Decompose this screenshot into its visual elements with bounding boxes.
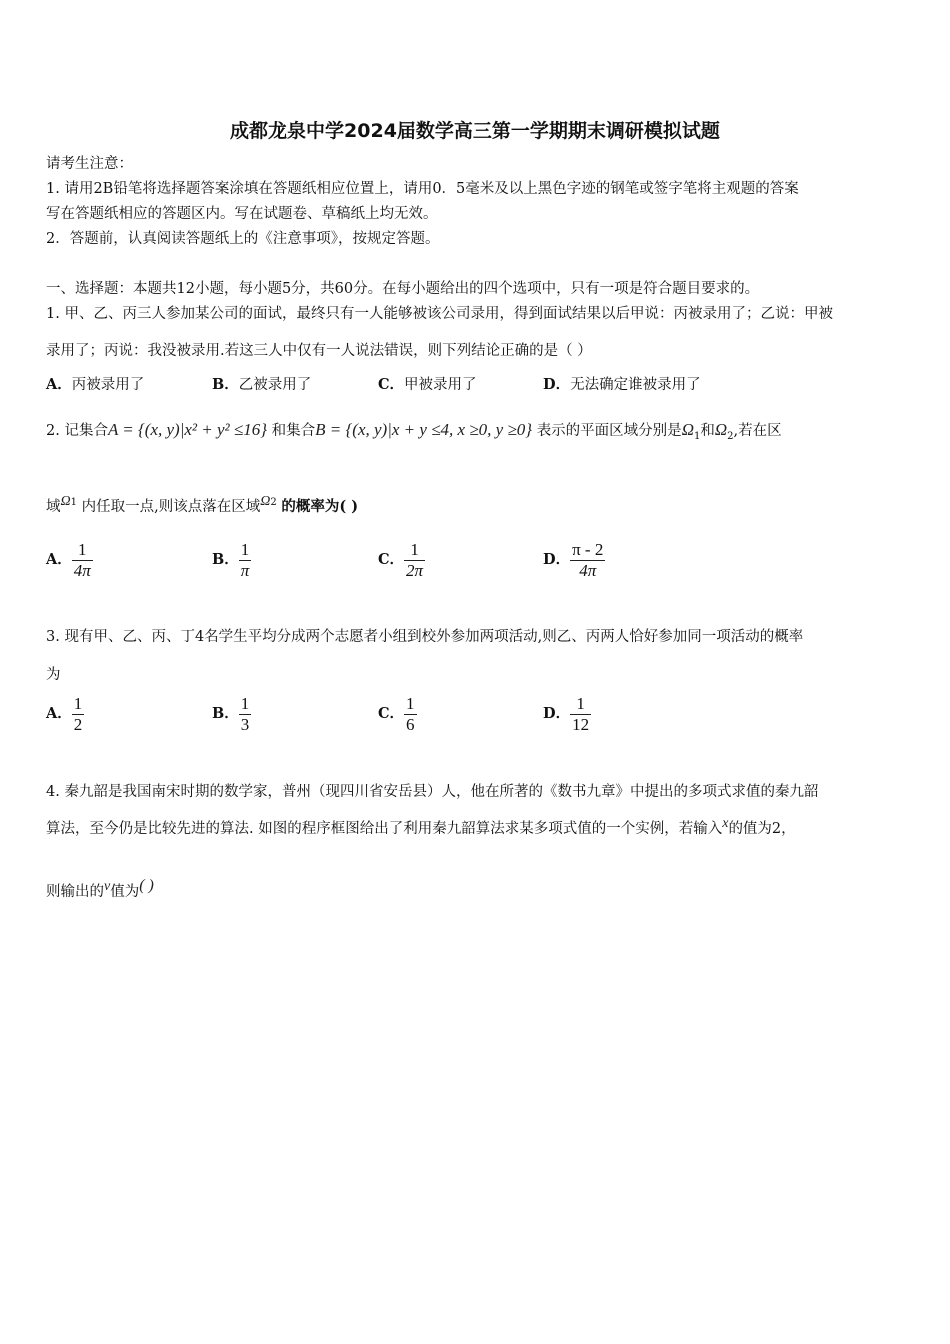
q2-line-1: 2. 记集合A = {(x, y)|x² + y² ≤16} 和集合B = {(x, y)|x + y ≤4, x ≥0, y ≥0} 表示的平面区域分别是$\Omega_1$和$\Omega_2$,若在区 bbox=[46, 420, 782, 442]
fraction: $\frac{1}{4\pi}$ bbox=[73, 540, 91, 580]
fraction: $\frac{1}{2\pi}$ bbox=[406, 540, 424, 580]
q3-option-a: A． $\frac{1}{2}$ bbox=[46, 694, 83, 734]
set-a-formula: A = {(x, y)|x² + y² ≤16} bbox=[107, 420, 268, 439]
q2-option-b: B． $\frac{1}{\pi}$ bbox=[212, 540, 250, 580]
q1-option-a: A．丙被录用了 bbox=[46, 376, 145, 393]
q2-option-c: C． $\frac{1}{2\pi}$ bbox=[378, 540, 424, 580]
notice-line-1b: 写在答题纸相应的答题区内。写在试题卷、草稿纸上均无效。 bbox=[46, 206, 438, 222]
q3-line-2: 为 bbox=[46, 667, 61, 683]
fraction: $\frac{1}{6}$ bbox=[406, 694, 415, 734]
q2-line-2: 域$\Omega^1$ 内任取一点,则该点落在区域$\Omega^2$ 的概率为( ) bbox=[46, 494, 359, 515]
q4-line-3: 则输出的v值为( ) bbox=[46, 877, 154, 900]
q4-line-2: 算法，至今仍是比较先进的算法. 如图的程序框图给出了利用秦九韶算法求某多项式值的一个实例，若输入x的值为2， bbox=[46, 816, 796, 837]
fraction: $\frac{\pi - 2}{4\pi}$ bbox=[572, 540, 604, 580]
section-heading: 一、选择题：本题共12小题，每小题5分，共60分。在每小题给出的四个选项中，只有一项是符合题目要求的。 bbox=[46, 281, 760, 297]
q2-option-a: A． $\frac{1}{4\pi}$ bbox=[46, 540, 91, 580]
fraction: $\frac{1}{12}$ bbox=[572, 694, 590, 734]
notice-line-2: 2．答题前，认真阅读答题纸上的《注意事项》，按规定答题。 bbox=[46, 231, 440, 247]
q1-option-d: D．无法确定谁被录用了 bbox=[543, 376, 701, 393]
q3-option-d: D． $\frac{1}{12}$ bbox=[543, 694, 590, 734]
q3-option-c: C． $\frac{1}{6}$ bbox=[378, 694, 415, 734]
fraction: $\frac{1}{2}$ bbox=[73, 694, 83, 734]
notice-heading: 请考生注意： bbox=[46, 156, 133, 172]
q2-option-d: D． $\frac{\pi - 2}{4\pi}$ bbox=[543, 540, 604, 580]
fraction: $\frac{1}{3}$ bbox=[240, 694, 250, 734]
q1-line-1: 1. 甲、乙、丙三人参加某公司的面试，最终只有一人能够被该公司录用，得到面试结果以后甲说：丙被录用了；乙说：甲被 bbox=[46, 306, 833, 322]
notice-line-1a: 1. 请用2B铅笔将选择题答案涂填在答题纸相应位置上，请用0．5毫米及以上黑色字迹的钢笔或签字笔将主观题的答案 bbox=[46, 181, 799, 197]
q1-option-b: B．乙被录用了 bbox=[212, 376, 312, 393]
fraction: $\frac{1}{\pi}$ bbox=[240, 540, 250, 580]
q1-line-2: 录用了；丙说：我没被录用.若这三人中仅有一人说法错误，则下列结论正确的是（ ） bbox=[46, 343, 592, 359]
page-title: 成都龙泉中学2024届数学高三第一学期期末调研模拟试题 bbox=[230, 120, 720, 142]
q1-option-c: C．甲被录用了 bbox=[378, 376, 477, 393]
q3-option-b: B． $\frac{1}{3}$ bbox=[212, 694, 250, 734]
q4-line-1: 4. 秦九韶是我国南宋时期的数学家，普州（现四川省安岳县）人，他在所著的《数书九章》中提出的多项式求值的秦九韶 bbox=[46, 784, 819, 800]
set-b-formula: B = {(x, y)|x + y ≤4, x ≥0, y ≥0} bbox=[315, 420, 533, 439]
q3-line-1: 3. 现有甲、乙、丙、丁4名学生平均分成两个志愿者小组到校外参加两项活动,则乙、丙两人恰好参加同一项活动的概率 bbox=[46, 629, 804, 645]
